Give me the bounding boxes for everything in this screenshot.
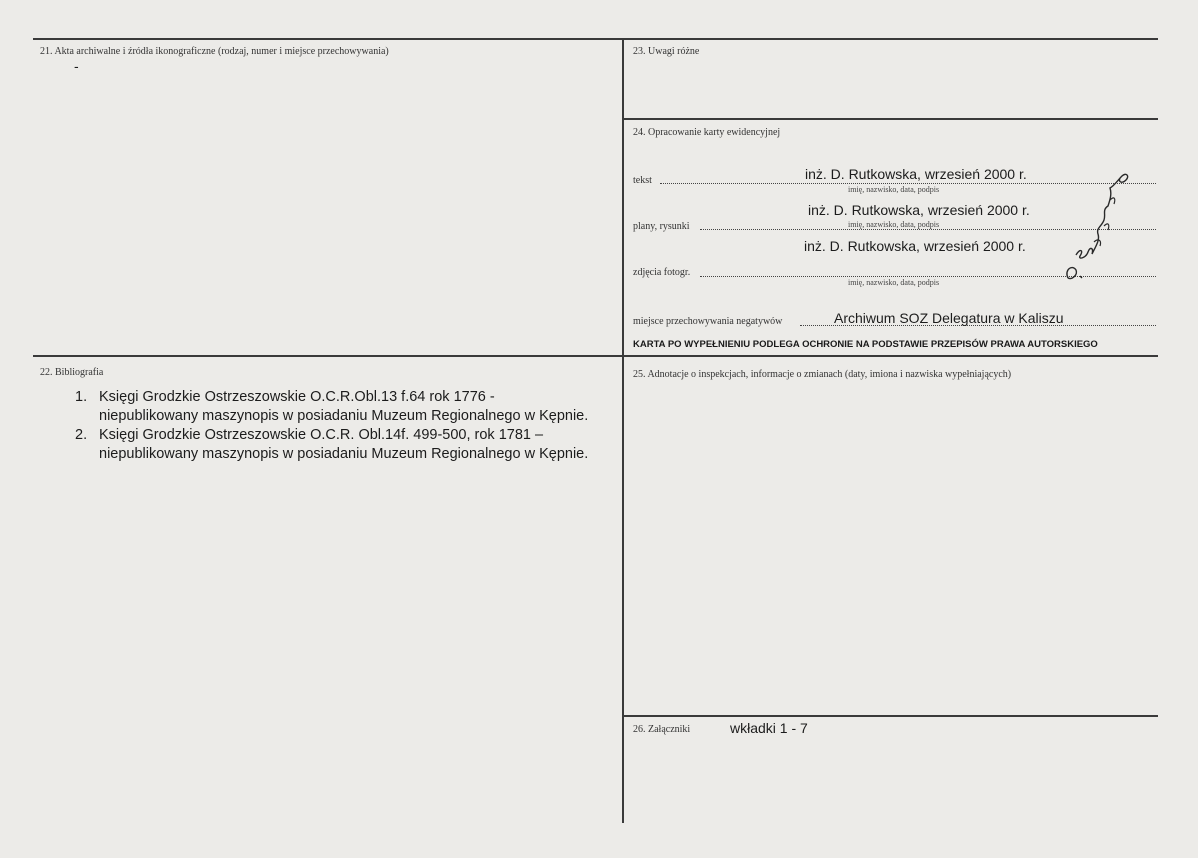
list-item-line: Księgi Grodzkie Ostrzeszowskie O.C.R. Obl.14f. 499-500, rok 1781 – [99,427,544,443]
section-21-value: - [74,58,79,74]
list-item-number: 2. [75,427,88,443]
list-item [75,426,620,464]
list-item-line: niepublikowany maszynopis w posiadaniu Muzeum Regionalnego w Kępnie. [99,408,589,424]
handwritten-signature [1050,160,1130,290]
plany-caption: imię, nazwisko, data, podpis [848,220,940,229]
bibliography-list [75,388,620,464]
list-item-number: 1. [75,389,88,405]
tekst-caption: imię, nazwisko, data, podpis [848,185,940,194]
plany-label: plany, rysunki [633,221,690,232]
miejsce-label: miejsce przechowywania negatywów [633,316,783,327]
list-item [75,388,620,426]
section-23-label: 23. Uwagi różne [633,46,700,57]
miejsce-value: Archiwum SOZ Delegatura w Kaliszu [834,310,1064,326]
zdjecia-label: zdjęcia fotogr. [633,267,691,278]
tekst-label: tekst [633,175,652,186]
zdjecia-value: inż. D. Rutkowska, wrzesień 2000 r. [804,238,1026,254]
zdjecia-caption: imię, nazwisko, data, podpis [848,278,940,287]
section-21-label: 21. Akta archiwalne i źródła ikonograficzne (rodzaj, numer i miejsce przechowywania) [40,46,389,57]
copyright-notice: KARTA PO WYPEŁNIENIU PODLEGA OCHRONIE NA PODSTAWIE PRZEPISÓW PRAWA AUTORSKIEGO [633,339,1098,350]
tekst-value: inż. D. Rutkowska, wrzesień 2000 r. [805,166,1027,182]
section-24-label: 24. Opracowanie karty ewidencyjnej [633,127,781,138]
plany-value: inż. D. Rutkowska, wrzesień 2000 r. [808,202,1030,218]
top-rule [33,38,1158,40]
rule-25-26 [624,715,1158,717]
section-26-value: wkładki 1 - 7 [730,720,808,736]
section-25-label: 25. Adnotacje o inspekcjach, informacje o zmianach (daty, imiona i nazwiska wypełniających) [633,369,1012,380]
list-item-line: niepublikowany maszynopis w posiadaniu Muzeum Regionalnego w Kępnie. [99,446,589,462]
section-26-label: 26. Załączniki [633,724,691,735]
middle-rule [33,355,1158,357]
rule-23-24 [624,118,1158,120]
section-22-label: 22. Bibliografia [40,367,104,378]
list-item-line: Księgi Grodzkie Ostrzeszowskie O.C.R.Obl.13 f.64 rok 1776 - [99,389,495,405]
center-divider [622,38,624,823]
